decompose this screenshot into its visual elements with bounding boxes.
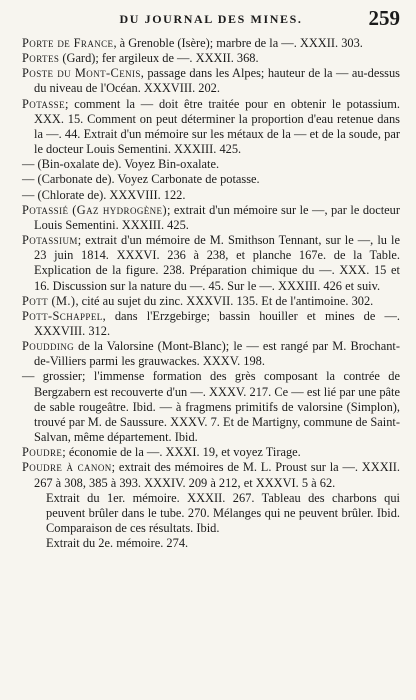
- index-entry: [22, 172, 400, 187]
- entry-head: Potassium: [22, 233, 78, 248]
- index-sub-entry: Extrait du 1er. mémoire. XXXII. 267. Tableau des charbons qui peuvent brûler dans le tube. 270. Mélanges qui ne peuvent brûler. Ibid. Comparaison de ces résultats. Ibid.: [46, 490, 400, 535]
- entry-head: Poudre: [22, 445, 63, 460]
- page-header: [22, 6, 400, 36]
- entry-head: Portes: [22, 51, 60, 66]
- page-number: 259: [368, 6, 400, 30]
- entry-text: ; l'immense formation des grès composant la contrée de Bergzabern est recouverte d'un —. XXXV. 217. Ce — est lié par une pâte de sable rougeâtre. Ibid. — à fragmens primitifs de valorsine (Simplon), trouvé par M. de Saussure. XXXV. 7. Et de Martigny, commune de Saint-Salvan, même département. Ibid.: [34, 369, 401, 445]
- entry-text: ; comment la — doit être traitée pour en obtenir le potassium. XXX. 15. Comment on peut déterminer la proportion d'eau retenue dans la —. 44. Extrait d'un mémoire sur les métaux de la — et de la soude, par le docteur Louis Sementini. XXXIII. 425.: [34, 96, 400, 157]
- running-head: DU JOURNAL DES MINES.: [119, 12, 303, 26]
- index-entry: [22, 233, 400, 294]
- index-entries: [22, 36, 400, 551]
- entry-text: , passage dans les Alpes; hauteur de la — au-dessus du niveau de l'Océan. XXXVIII. 202.: [34, 66, 400, 96]
- index-sub-entry: Extrait du 2e. mémoire. 274.: [46, 536, 189, 551]
- entry-text: . Voyez Bin-oxalate.: [118, 157, 220, 172]
- index-entry: [22, 294, 400, 309]
- entry-text: (Gard); fer argileux de —. XXXII. 368.: [59, 51, 259, 66]
- entry-head: — grossier: [22, 369, 83, 384]
- entry-text: , cité au sujet du zinc. XXXVII. 135. Et de l'antimoine. 302.: [75, 293, 374, 308]
- entry-head: Potasse: [22, 96, 65, 111]
- index-entry: [22, 203, 400, 233]
- entry-head: Poudding: [22, 339, 75, 354]
- entry-text: de la Valorsine (Mont-Blanc); le — est rangé par M. Brochant-de-Villiers parmi les grauwackes. XXXV. 198.: [34, 339, 400, 369]
- index-entry: [22, 460, 400, 490]
- entry-head: Poste du Mont-Cenis: [22, 66, 141, 81]
- entry-head: — (Bin-oxalate de): [22, 157, 119, 172]
- entry-text: . Voyez Carbonate de potasse.: [111, 172, 260, 187]
- entry-text: . XXXVIII. 122.: [103, 187, 186, 202]
- entry-text: ; extrait d'un mémoire sur le —, par le docteur Louis Sementini. XXXIII. 425.: [34, 202, 400, 232]
- entry-head: — (Chlorate de): [22, 187, 104, 202]
- index-entry: [22, 309, 400, 339]
- entry-text: , à Grenoble (Isère); marbre de la —. XXXII. 303.: [113, 36, 363, 50]
- entry-head: — (Carbonate de): [22, 172, 112, 187]
- index-entry: [22, 445, 400, 460]
- entry-text: , dans l'Erzgebirge; bassin houiller et mines de —. XXXVIII. 312.: [34, 308, 400, 338]
- entry-head: Porte de France: [22, 36, 114, 50]
- entry-head: Pott-Schappel: [22, 308, 103, 323]
- index-entry: [22, 51, 400, 66]
- entry-text: ; extrait d'un mémoire de M. Smithson Tennant, sur le —, lu le 23 juin 1814. XXXVI. 236 à 238, et planche 167e. de la Table. Explication de la figure. 238. Préparation chimique du —. XXX. 15 et 16. Discussion sur la nature du —. 45. Sur le —. XXXIII. 426 et suiv.: [34, 233, 400, 293]
- index-entry: [22, 36, 400, 51]
- entry-head: Poudre à canon: [22, 460, 112, 475]
- entry-head: Potassié (Gaz hydrogène): [22, 202, 167, 217]
- index-entry: [22, 97, 400, 158]
- index-entry: [22, 157, 400, 172]
- index-entry: [22, 188, 400, 203]
- entry-text: ; extrait des mémoires de M. L. Proust sur la —. XXXII. 267 à 308, 385 à 393. XXXIV. 209 à 212, et XXXVI. 5 à 62.: [34, 460, 400, 490]
- index-entry: [22, 66, 400, 96]
- index-entry: [22, 369, 400, 445]
- index-entry: [22, 339, 400, 369]
- entry-head: Pott (M.): [22, 293, 76, 308]
- entry-text: ; économie de la —. XXXI. 19, et voyez Tirage.: [62, 445, 301, 460]
